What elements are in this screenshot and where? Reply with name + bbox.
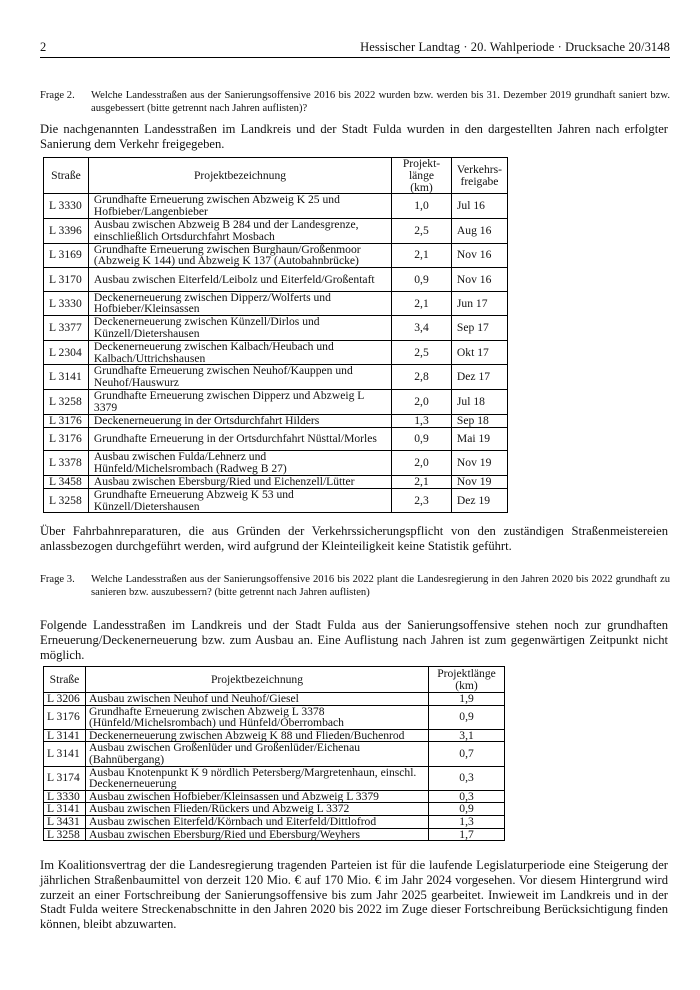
publication-info: Hessischer Landtag · 20. Wahlperiode · Drucksache 20/3148 xyxy=(360,40,670,54)
table-row xyxy=(44,828,505,841)
col-header-freigabe: Verkehrs- freigabe xyxy=(451,158,507,194)
cell-projekt: Ausbau zwischen Hofbieber/Kleinsassen und Abzweig L 3379 xyxy=(85,790,428,803)
cell-strasse: L 3330 xyxy=(44,194,89,219)
cell-strasse: L 3378 xyxy=(44,451,89,476)
cell-freigabe: Nov 19 xyxy=(451,451,507,476)
table-row xyxy=(44,316,508,341)
cell-freigabe: Nov 19 xyxy=(451,475,507,488)
answer-2-intro: Die nachgenannten Landesstraßen im Landkreis und der Stadt Fulda wurden in den dargestellten Jahren nach erfolgter Sanierung dem Verkehr freigegeben. xyxy=(40,122,668,151)
table-row xyxy=(44,815,505,828)
page-header xyxy=(40,40,670,56)
cell-freigabe: Mai 19 xyxy=(451,427,507,451)
cell-freigabe: Aug 16 xyxy=(451,218,507,243)
col-header-strasse: Straße xyxy=(44,667,86,693)
cell-laenge: 2,5 xyxy=(392,218,452,243)
cell-laenge: 0,3 xyxy=(429,766,505,790)
cell-laenge: 2,0 xyxy=(392,390,452,415)
cell-freigabe: Jun 17 xyxy=(451,291,507,316)
table-row xyxy=(44,693,505,706)
table-row xyxy=(44,790,505,803)
cell-laenge: 2,1 xyxy=(392,291,452,316)
cell-projekt: Ausbau zwischen Abzweig B 284 und der Landesgrenze, einschließlich Ortsdurchfahrt Mosbach xyxy=(88,218,391,243)
cell-projekt: Deckenerneuerung zwischen Künzell/Dirlos und Künzell/Dietershausen xyxy=(88,316,391,341)
table-row xyxy=(44,705,505,729)
question-2-text: Welche Landesstraßen aus der Sanierungsoffensive 2016 bis 2022 wurden bzw. werden bis 31. Dezember 2019 grundhaft saniert bzw. ausgebessert (bitte getrennt nach Jahren auflisten)? xyxy=(91,90,670,114)
cell-strasse: L 3141 xyxy=(44,729,86,742)
cell-projekt: Ausbau zwischen Großenlüder und Großenlüder/Eichenau (Bahnübergang) xyxy=(85,742,428,766)
cell-strasse: L 3141 xyxy=(44,742,86,766)
table-row xyxy=(44,291,508,316)
cell-projekt: Ausbau zwischen Ebersburg/Ried und Ebersburg/Weyhers xyxy=(85,828,428,841)
page-number: 2 xyxy=(40,40,47,54)
cell-strasse: L 3176 xyxy=(44,414,89,427)
table-row xyxy=(44,803,505,816)
table-roads-2020-2022 xyxy=(43,666,505,841)
col-header-projekt: Projektbezeichnung xyxy=(88,158,391,194)
cell-strasse: L 3431 xyxy=(44,815,86,828)
cell-laenge: 1,3 xyxy=(392,414,452,427)
cell-strasse: L 3330 xyxy=(44,790,86,803)
cell-freigabe: Jul 16 xyxy=(451,194,507,219)
table-row xyxy=(44,475,508,488)
table-row xyxy=(44,766,505,790)
cell-laenge: 2,1 xyxy=(392,243,452,268)
cell-projekt: Ausbau zwischen Flieden/Rückers und Abzweig L 3372 xyxy=(85,803,428,816)
table-row xyxy=(44,390,508,415)
cell-strasse: L 3258 xyxy=(44,828,86,841)
cell-projekt: Ausbau zwischen Eiterfeld/Körnbach und Eiterfeld/Dittlofrod xyxy=(85,815,428,828)
cell-strasse: L 3330 xyxy=(44,291,89,316)
cell-strasse: L 3141 xyxy=(44,365,89,390)
cell-projekt: Ausbau zwischen Ebersburg/Ried und Eichenzell/Lütter xyxy=(88,475,391,488)
cell-freigabe: Sep 18 xyxy=(451,414,507,427)
table-row xyxy=(44,218,508,243)
cell-projekt: Ausbau zwischen Eiterfeld/Leibolz und Eiterfeld/Großentaft xyxy=(88,268,391,292)
cell-laenge: 3,4 xyxy=(392,316,452,341)
table-row xyxy=(44,414,508,427)
cell-laenge: 2,0 xyxy=(392,451,452,476)
cell-laenge: 2,8 xyxy=(392,365,452,390)
table1-body xyxy=(44,194,508,513)
cell-laenge: 3,1 xyxy=(429,729,505,742)
cell-laenge: 0,9 xyxy=(392,268,452,292)
cell-projekt: Grundhafte Erneuerung zwischen Burghaun/Großenmoor (Abzweig K 144) und Abzweig K 137 (Autobahnbrücke) xyxy=(88,243,391,268)
cell-laenge: 1,3 xyxy=(429,815,505,828)
table-row xyxy=(44,268,508,292)
question-3-text: Welche Landesstraßen aus der Sanierungsoffensive 2016 bis 2022 plant die Landesregierung in den Jahren 2020 bis 2022 grundhaft zu sanieren bzw. auszubessern? (bitte getrennt nach Jahren auflisten) xyxy=(91,574,670,598)
cell-projekt: Grundhafte Erneuerung zwischen Neuhof/Kauppen und Neuhof/Hauswurz xyxy=(88,365,391,390)
cell-projekt: Grundhafte Erneuerung in der Ortsdurchfahrt Nüsttal/Morles xyxy=(88,427,391,451)
answer-3-intro: Folgende Landesstraßen im Landkreis und der Stadt Fulda aus der Sanierungsoffensive stehen noch zur grundhaften Erneuerung/Deckenerneuerung bzw. zum Ausbau an. Eine Auflistung nach Jahren ist zum gegenwärtigen Zeitpunkt nicht möglich. xyxy=(40,618,668,662)
table-row xyxy=(44,742,505,766)
cell-strasse: L 3176 xyxy=(44,427,89,451)
col-header-laenge: Projekt- länge (km) xyxy=(392,158,452,194)
cell-strasse: L 3377 xyxy=(44,316,89,341)
cell-laenge: 0,9 xyxy=(392,427,452,451)
cell-freigabe: Jul 18 xyxy=(451,390,507,415)
cell-freigabe: Nov 16 xyxy=(451,268,507,292)
table-row xyxy=(44,194,508,219)
cell-projekt: Deckenerneuerung zwischen Kalbach/Heubach und Kalbach/Uttrichshausen xyxy=(88,340,391,365)
cell-projekt: Ausbau zwischen Fulda/Lehnerz und Hünfeld/Michelsrombach (Radweg B 27) xyxy=(88,451,391,476)
cell-projekt: Grundhafte Erneuerung zwischen Dipperz und Abzweig L 3379 xyxy=(88,390,391,415)
cell-projekt: Grundhafte Erneuerung Abzweig K 53 und Künzell/Dietershausen xyxy=(88,488,391,513)
table-row xyxy=(44,340,508,365)
cell-laenge: 2,5 xyxy=(392,340,452,365)
header-rule xyxy=(40,57,670,58)
cell-laenge: 0,3 xyxy=(429,790,505,803)
cell-strasse: L 3141 xyxy=(44,803,86,816)
cell-projekt: Deckenerneuerung zwischen Abzweig K 88 und Flieden/Buchenrod xyxy=(85,729,428,742)
col-header-laenge: Projektlänge (km) xyxy=(429,667,505,693)
question-3-label: Frage 3. xyxy=(40,574,75,585)
cell-projekt: Deckenerneuerung in der Ortsdurchfahrt Hilders xyxy=(88,414,391,427)
cell-strasse: L 3396 xyxy=(44,218,89,243)
cell-strasse: L 3206 xyxy=(44,693,86,706)
table-row xyxy=(44,243,508,268)
question-2-label: Frage 2. xyxy=(40,90,75,101)
table-header-row xyxy=(44,158,508,194)
cell-laenge: 0,9 xyxy=(429,705,505,729)
cell-strasse: L 3258 xyxy=(44,488,89,513)
cell-strasse: L 3174 xyxy=(44,766,86,790)
cell-freigabe: Dez 19 xyxy=(451,488,507,513)
table-row xyxy=(44,729,505,742)
cell-projekt: Ausbau zwischen Neuhof und Neuhof/Giesel xyxy=(85,693,428,706)
cell-laenge: 2,1 xyxy=(392,475,452,488)
table2-body xyxy=(44,693,505,841)
cell-freigabe: Okt 17 xyxy=(451,340,507,365)
table-row xyxy=(44,427,508,451)
question-3 xyxy=(40,574,670,599)
table-row xyxy=(44,488,508,513)
answer-2-note: Über Fahrbahnreparaturen, die aus Gründen der Verkehrssicherungspflicht von den zuständigen Straßenmeistereien anlassbezogen durchgeführt werden, wird aufgrund der Kleinteiligkeit keine Statistik geführt. xyxy=(40,524,668,553)
cell-laenge: 1,9 xyxy=(429,693,505,706)
answer-3-note: Im Koalitionsvertrag der die Landesregierung tragenden Parteien ist für die laufende Legislaturperiode eine Steigerung der jährlichen Straßenbaumittel von derzeit 120 Mio. € auf 170 Mio. € im Jahr 2024 vorgesehen. Vor diesem Hintergrund wird zurzeit an einer Fortschreibung der Sanierungsoffensive bis zum Jahr 2025 gearbeitet. Inwieweit im Landkreis und in der Stadt Fulda weitere Streckenabschnitte in den Jahren 2020 bis 2022 im Zuge dieser Fortschreibung Berücksichtigung finden können, bleibt abzuwarten. xyxy=(40,858,668,932)
cell-projekt: Ausbau Knotenpunkt K 9 nördlich Petersberg/Margretenhaun, einschl. Deckenerneuerung xyxy=(85,766,428,790)
table-roads-2016-2019 xyxy=(43,157,508,513)
table-header-row xyxy=(44,667,505,693)
cell-laenge: 1,7 xyxy=(429,828,505,841)
cell-strasse: L 2304 xyxy=(44,340,89,365)
cell-freigabe: Sep 17 xyxy=(451,316,507,341)
cell-laenge: 0,7 xyxy=(429,742,505,766)
cell-projekt: Deckenerneuerung zwischen Dipperz/Wolferts und Hofbieber/Kleinsassen xyxy=(88,291,391,316)
col-header-projekt: Projektbezeichnung xyxy=(85,667,428,693)
cell-projekt: Grundhafte Erneuerung zwischen Abzweig L 3378 (Hünfeld/Michelsrombach) und Hünfeld/Oberrombach xyxy=(85,705,428,729)
cell-strasse: L 3170 xyxy=(44,268,89,292)
table-row xyxy=(44,365,508,390)
cell-laenge: 0,9 xyxy=(429,803,505,816)
cell-strasse: L 3176 xyxy=(44,705,86,729)
cell-projekt: Grundhafte Erneuerung zwischen Abzweig K 25 und Hofbieber/Langenbieber xyxy=(88,194,391,219)
table-row xyxy=(44,451,508,476)
cell-strasse: L 3169 xyxy=(44,243,89,268)
cell-freigabe: Dez 17 xyxy=(451,365,507,390)
cell-strasse: L 3258 xyxy=(44,390,89,415)
cell-strasse: L 3458 xyxy=(44,475,89,488)
question-2 xyxy=(40,90,670,115)
cell-laenge: 1,0 xyxy=(392,194,452,219)
cell-freigabe: Nov 16 xyxy=(451,243,507,268)
col-header-strasse: Straße xyxy=(44,158,89,194)
cell-laenge: 2,3 xyxy=(392,488,452,513)
